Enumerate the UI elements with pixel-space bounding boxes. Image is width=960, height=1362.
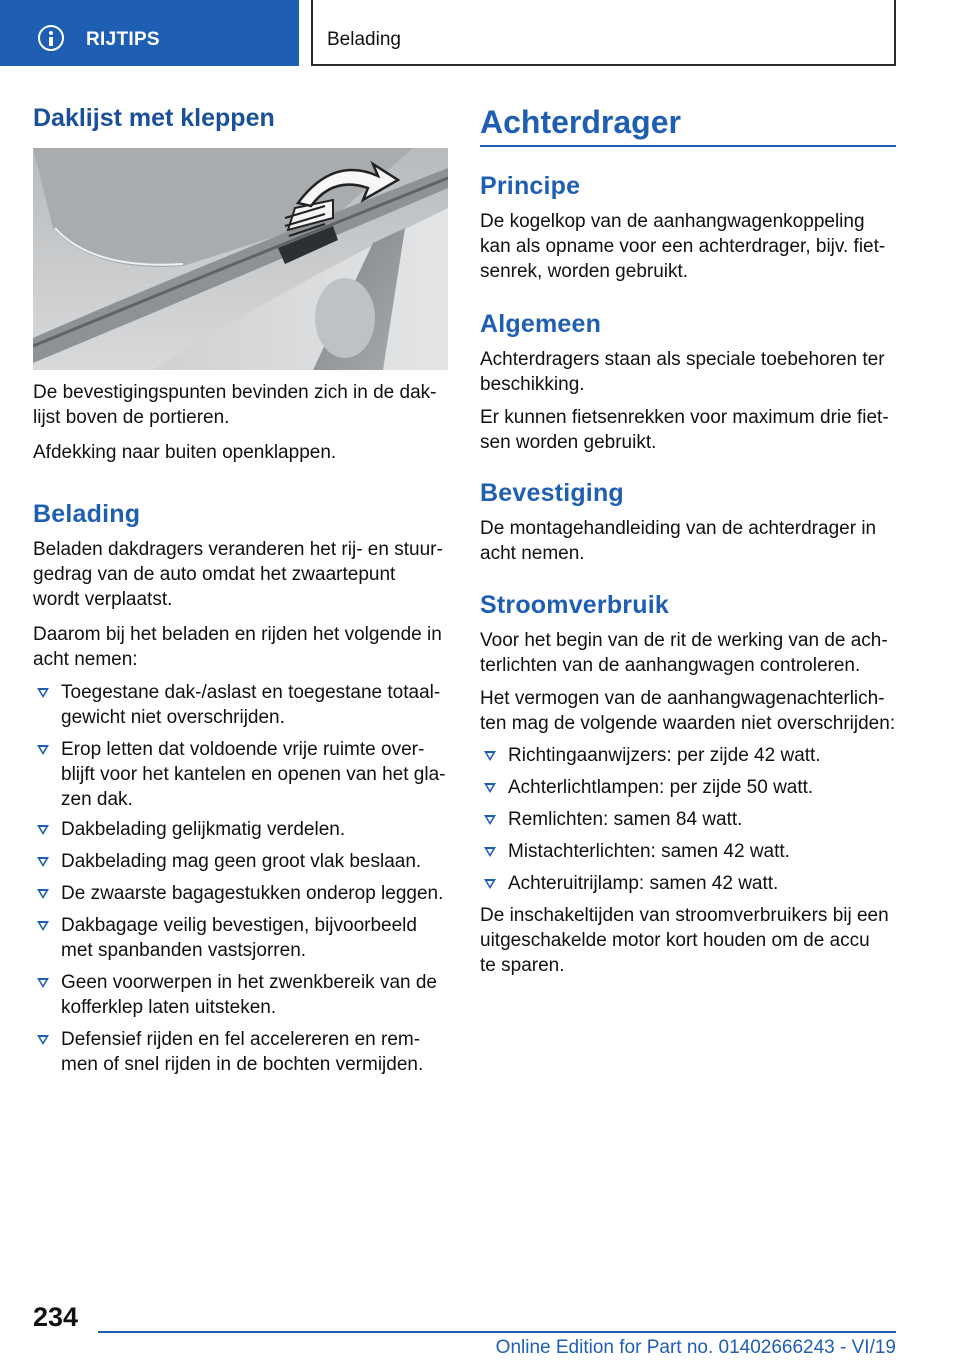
bullet-triangle-icon bbox=[484, 847, 496, 857]
text-line: acht nemen: bbox=[33, 649, 138, 670]
page-number: 234 bbox=[33, 1302, 79, 1332]
text-line: beschikking. bbox=[480, 374, 585, 395]
bullet-triangle-icon bbox=[37, 688, 49, 698]
text-line: Toegestane dak-/aslast en toegestane totaal- bbox=[61, 682, 441, 703]
text-line: acht nemen. bbox=[480, 543, 585, 564]
text-line: Erop letten dat voldoende vrije ruimte over- bbox=[61, 739, 425, 760]
text-line: Defensief rijden en fel accelereren en rem- bbox=[61, 1029, 421, 1050]
bullet-triangle-icon bbox=[37, 857, 49, 867]
bullet-triangle-icon bbox=[37, 1035, 49, 1045]
text-line: Voor het begin van de rit de werking van de ach- bbox=[480, 630, 888, 651]
paragraph-fastening-points bbox=[33, 380, 448, 430]
text-line: Het vermogen van de aanhangwagenachterlich- bbox=[480, 688, 885, 709]
list-item bbox=[480, 775, 900, 800]
text-line: De bevestigingspunten bevinden zich in de dak- bbox=[33, 382, 437, 403]
text-line: men of snel rijden in de bochten vermijden. bbox=[61, 1054, 424, 1075]
text-line: Dakbagage veilig bevestigen, bijvoorbeeld bbox=[61, 915, 417, 936]
list-item bbox=[33, 680, 453, 730]
text-line: De inschakeltijden van stroomverbruikers bij een bbox=[480, 905, 889, 926]
text-line: zen dak. bbox=[61, 789, 133, 810]
footer-edition: Online Edition for Part no. 01402666243 - VI/19 bbox=[495, 1337, 896, 1358]
text-line: uitgeschakelde motor kort houden om de accu bbox=[480, 930, 870, 951]
roof-rail-flap-photo bbox=[33, 148, 448, 370]
list-item bbox=[33, 1027, 453, 1077]
heading-belading: Belading bbox=[33, 500, 141, 528]
text-line: De montagehandleiding van de achterdrager in bbox=[480, 518, 877, 539]
bullet-triangle-icon bbox=[484, 751, 496, 761]
list-item bbox=[480, 743, 900, 768]
bullet-triangle-icon bbox=[37, 978, 49, 988]
text-line: wordt verplaatst. bbox=[33, 589, 173, 610]
list-item bbox=[33, 849, 453, 874]
text-line: lijst boven de portieren. bbox=[33, 407, 230, 428]
bullet-triangle-icon bbox=[37, 889, 49, 899]
text-line: kan als opname voor een achterdrager, bijv. fiet- bbox=[480, 236, 886, 257]
text-line: gewicht niet overschrijden. bbox=[61, 707, 285, 728]
footer-rule bbox=[98, 1331, 896, 1333]
text-line: Beladen dakdragers veranderen het rij- en stuur- bbox=[33, 539, 443, 560]
text-line: kofferklep laten uitsteken. bbox=[61, 997, 277, 1018]
bullet-triangle-icon bbox=[37, 745, 49, 755]
list-item bbox=[33, 970, 453, 1020]
section-tab[interactable] bbox=[0, 0, 299, 66]
text-line: Achteruitrijlamp: samen 42 watt. bbox=[508, 873, 779, 894]
paragraph-algemeen-1 bbox=[480, 347, 896, 397]
heading-principe: Principe bbox=[480, 172, 581, 200]
info-icon bbox=[38, 25, 64, 51]
list-item bbox=[480, 807, 900, 832]
text-line: Mistachterlichten: samen 42 watt. bbox=[508, 841, 790, 862]
heading-rule bbox=[480, 145, 896, 147]
bullet-triangle-icon bbox=[37, 825, 49, 835]
paragraph-stroom-closing bbox=[480, 903, 900, 978]
text-line: terlichten van de aanhangwagen controleren. bbox=[480, 655, 861, 676]
text-line: Dakbelading mag geen groot vlak beslaan. bbox=[61, 851, 422, 872]
text-line: senrek, worden gebruikt. bbox=[480, 261, 689, 282]
list-item bbox=[480, 839, 900, 864]
page-title-box bbox=[311, 0, 896, 66]
bullet-triangle-icon bbox=[37, 921, 49, 931]
paragraph-principe bbox=[480, 209, 896, 284]
bullet-triangle-icon bbox=[484, 783, 496, 793]
text-line: Dakbelading gelijkmatig verdelen. bbox=[61, 819, 346, 840]
text-line: Achterdragers staan als speciale toebehoren ter bbox=[480, 349, 885, 370]
heading-stroomverbruik: Stroomverbruik bbox=[480, 591, 669, 619]
paragraph-algemeen-2 bbox=[480, 405, 896, 455]
paragraph-stroom-1 bbox=[480, 628, 900, 678]
text-line: Er kunnen fietsenrekken voor maximum drie fiet- bbox=[480, 407, 889, 428]
heading-achterdrager: Achterdrager bbox=[480, 104, 681, 140]
text-line: sen worden gebruikt. bbox=[480, 432, 657, 453]
text-line: Achterlichtlampen: per zijde 50 watt. bbox=[508, 777, 814, 798]
paragraph-belading-notes bbox=[33, 622, 448, 672]
text-line: Geen voorwerpen in het zwenkbereik van de bbox=[61, 972, 438, 993]
text-line: blijft voor het kantelen en openen van het gla- bbox=[61, 764, 446, 785]
text-line: De kogelkop van de aanhangwagenkoppeling bbox=[480, 211, 865, 232]
heading-bevestiging: Bevestiging bbox=[480, 479, 624, 507]
heading-daklijst: Daklijst met kleppen bbox=[33, 104, 275, 132]
section-label: RIJTIPS bbox=[86, 29, 160, 50]
list-item bbox=[33, 881, 453, 906]
paragraph-bevestiging bbox=[480, 516, 896, 566]
text-line: te sparen. bbox=[480, 955, 565, 976]
paragraph-belading-intro bbox=[33, 537, 448, 612]
text-line: met spanbanden vastsjorren. bbox=[61, 940, 307, 961]
text-line: ten mag de volgende waarden niet overschrijden: bbox=[480, 713, 896, 734]
bullet-triangle-icon bbox=[484, 879, 496, 889]
list-item bbox=[33, 817, 453, 842]
list-item bbox=[33, 737, 453, 812]
text-line: De zwaarste bagagestukken onderop leggen. bbox=[61, 883, 444, 904]
text-line: Daarom bij het beladen en rijden het volgende in bbox=[33, 624, 442, 645]
heading-algemeen: Algemeen bbox=[480, 310, 602, 338]
bullet-triangle-icon bbox=[484, 815, 496, 825]
paragraph-open-cover: Afdekking naar buiten openklappen. bbox=[33, 442, 337, 463]
list-item bbox=[33, 913, 453, 963]
text-line: gedrag van de auto omdat het zwaartepunt bbox=[33, 564, 396, 585]
text-line: Richtingaanwijzers: per zijde 42 watt. bbox=[508, 745, 821, 766]
text-line: Remlichten: samen 84 watt. bbox=[508, 809, 743, 830]
paragraph-stroom-2 bbox=[480, 686, 900, 736]
page-title: Belading bbox=[327, 29, 401, 50]
list-item bbox=[480, 871, 900, 896]
